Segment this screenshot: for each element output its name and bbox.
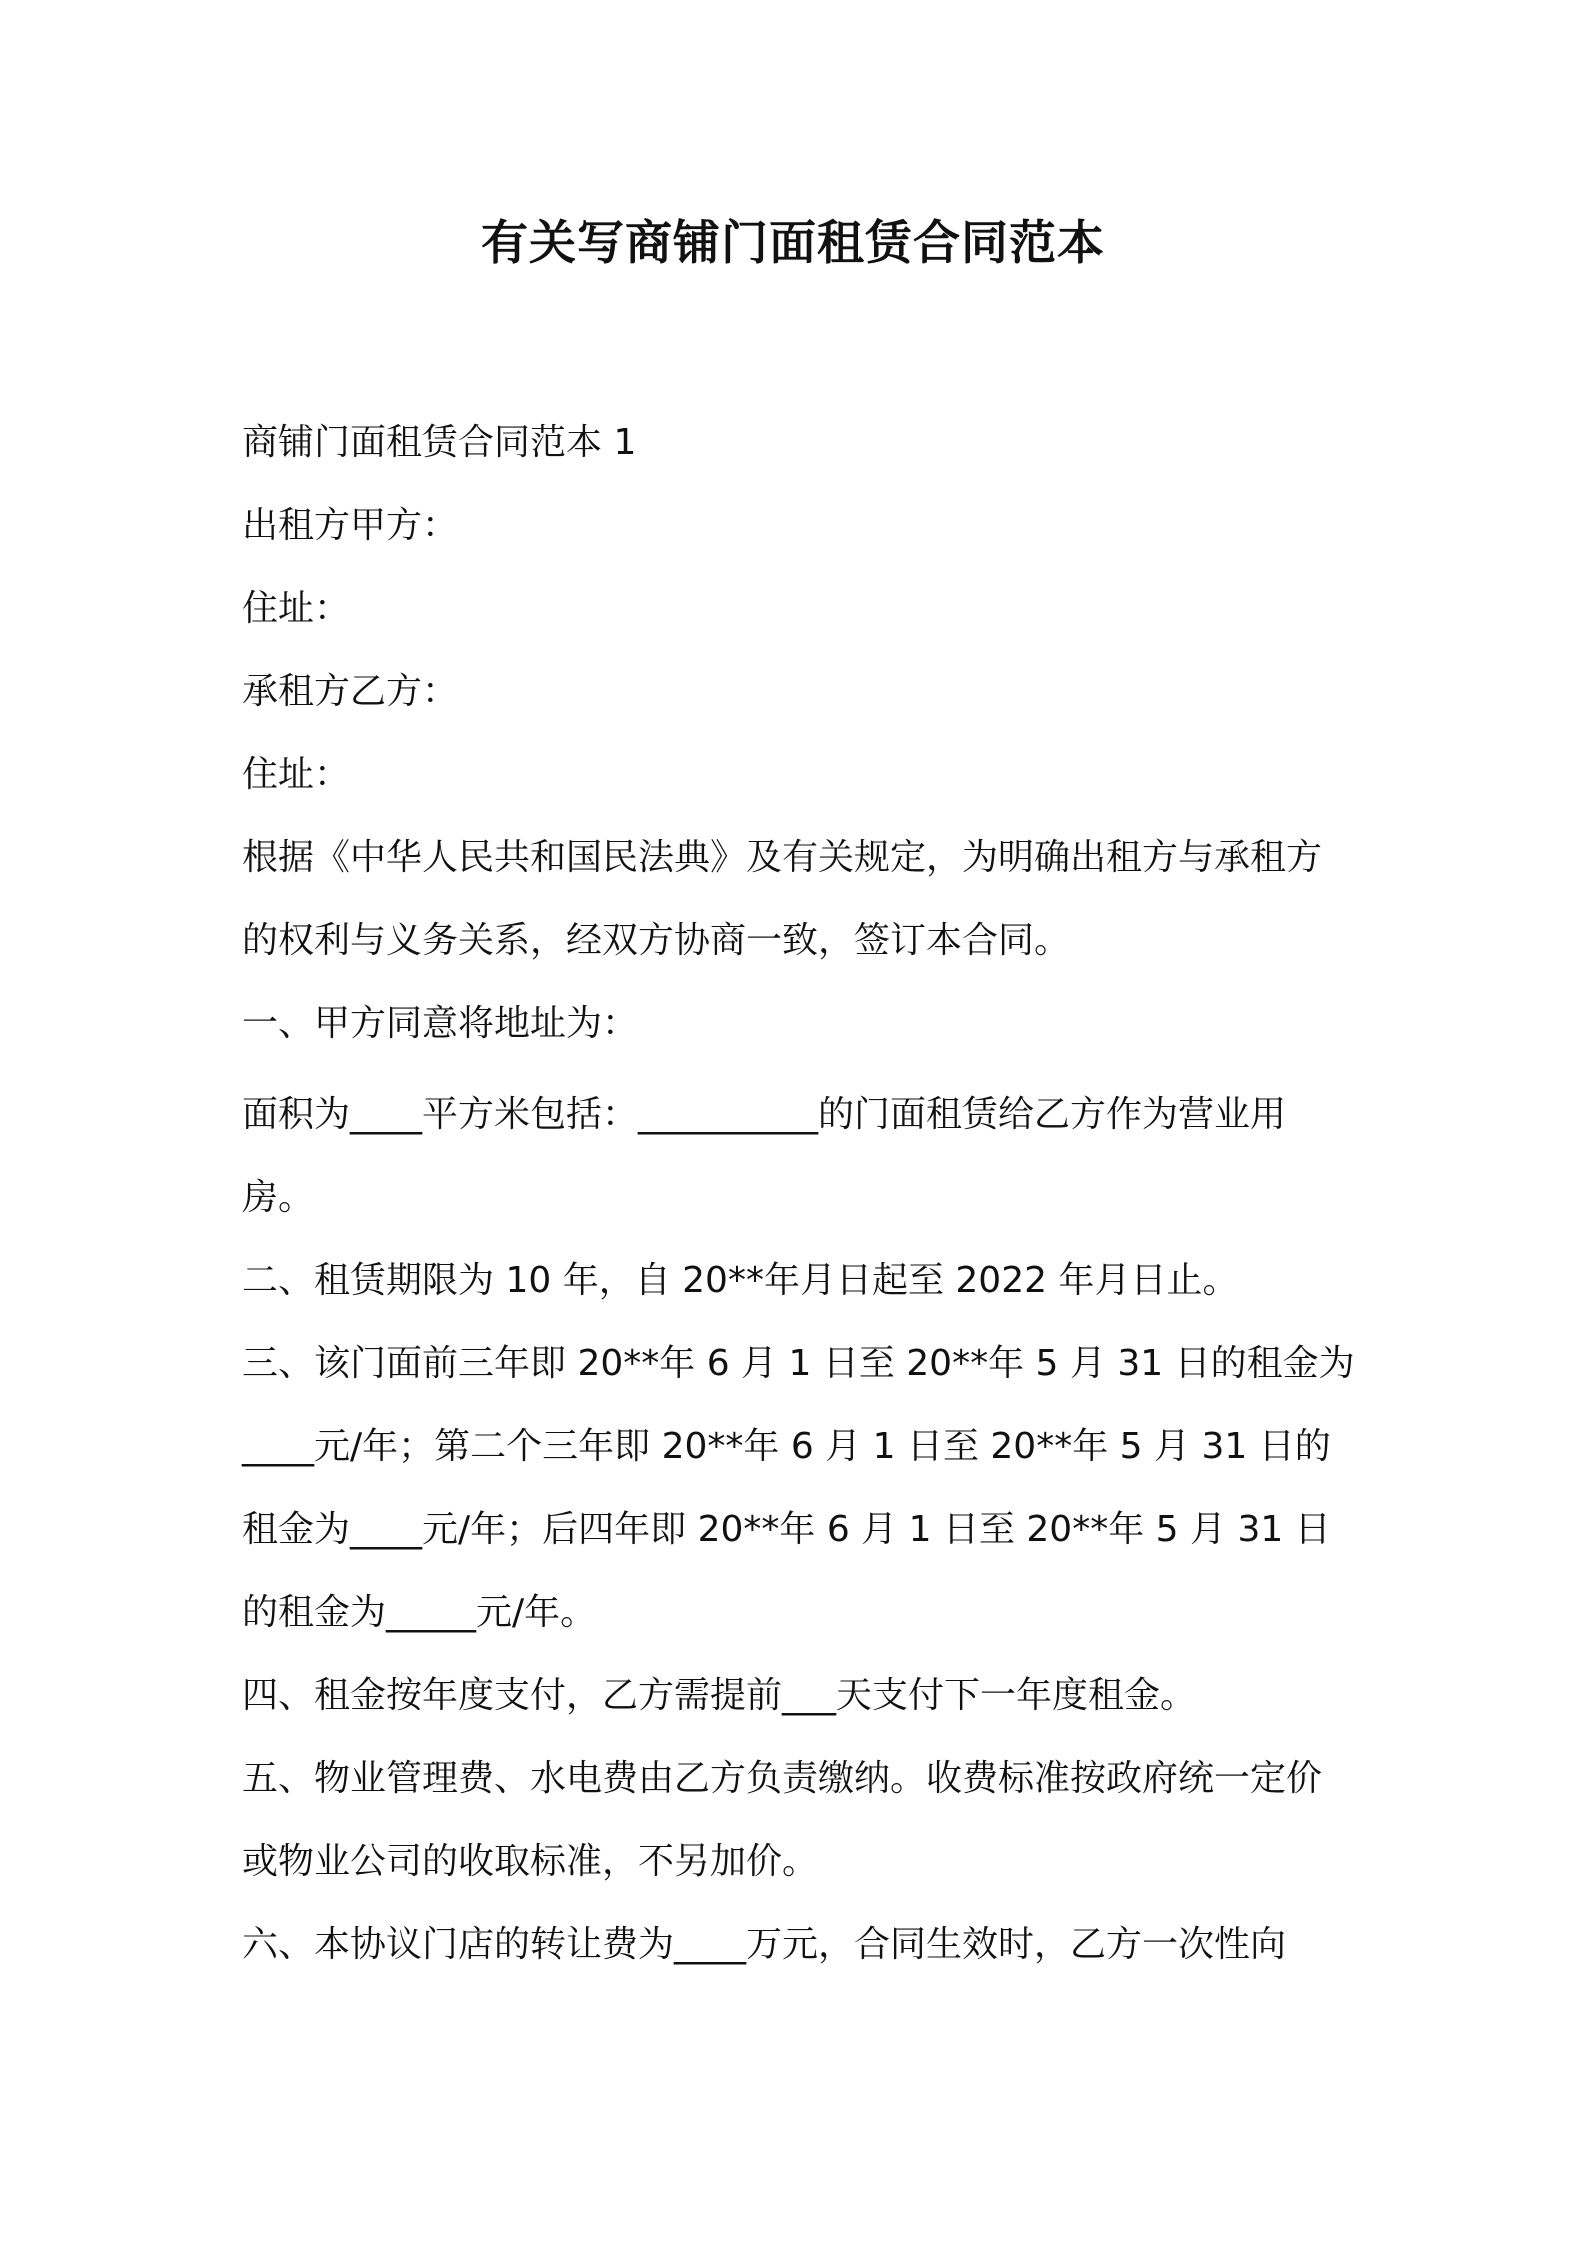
clause-line: 三、该门面前三年即 20**年 6 月 1 日至 20**年 5 月 31 日的租金为 bbox=[242, 1343, 1355, 1384]
clause-line: ____元/年；第二个三年即 20**年 6 月 1 日至 20**年 5 月 31 日的 bbox=[242, 1426, 1331, 1467]
clause-line: 一、甲方同意将地址为： bbox=[242, 1003, 639, 1044]
section-heading: 商铺门面租赁合同范本 1 bbox=[242, 422, 637, 463]
lessee-label: 承租方乙方： bbox=[242, 671, 459, 712]
lessor-address-label: 住址： bbox=[242, 588, 351, 629]
lessee-address-label: 住址： bbox=[242, 754, 351, 795]
clause-line: 二、租赁期限为 10 年，自 20**年月日起至 2022 年月日止。 bbox=[242, 1260, 1239, 1301]
clause-line: 租金为____元/年；后四年即 20**年 6 月 1 日至 20**年 5 月 31 日 bbox=[242, 1509, 1331, 1550]
document-title: 有关写商铺门面租赁合同范本 bbox=[481, 216, 1105, 271]
clause-line: 面积为____平方米包括：__________的门面租赁给乙方作为营业用 bbox=[242, 1094, 1287, 1135]
clause-line: 四、租金按年度支付，乙方需提前___天支付下一年度租金。 bbox=[242, 1675, 1197, 1716]
lessor-label: 出租方甲方： bbox=[242, 505, 459, 546]
clause-line: 的租金为_____元/年。 bbox=[242, 1592, 597, 1633]
clause-line: 房。 bbox=[242, 1177, 315, 1218]
clause-line: 六、本协议门店的转让费为____万元，合同生效时，乙方一次性向 bbox=[242, 1924, 1287, 1965]
clause-line: 五、物业管理费、水电费由乙方负责缴纳。收费标准按政府统一定价 bbox=[242, 1758, 1323, 1799]
paragraph-line: 的权利与义务关系，经双方协商一致，签订本合同。 bbox=[242, 920, 1071, 961]
clause-line: 或物业公司的收取标准，不另加价。 bbox=[242, 1841, 819, 1882]
paragraph-line: 根据《中华人民共和国民法典》及有关规定，为明确出租方与承租方 bbox=[242, 837, 1323, 878]
